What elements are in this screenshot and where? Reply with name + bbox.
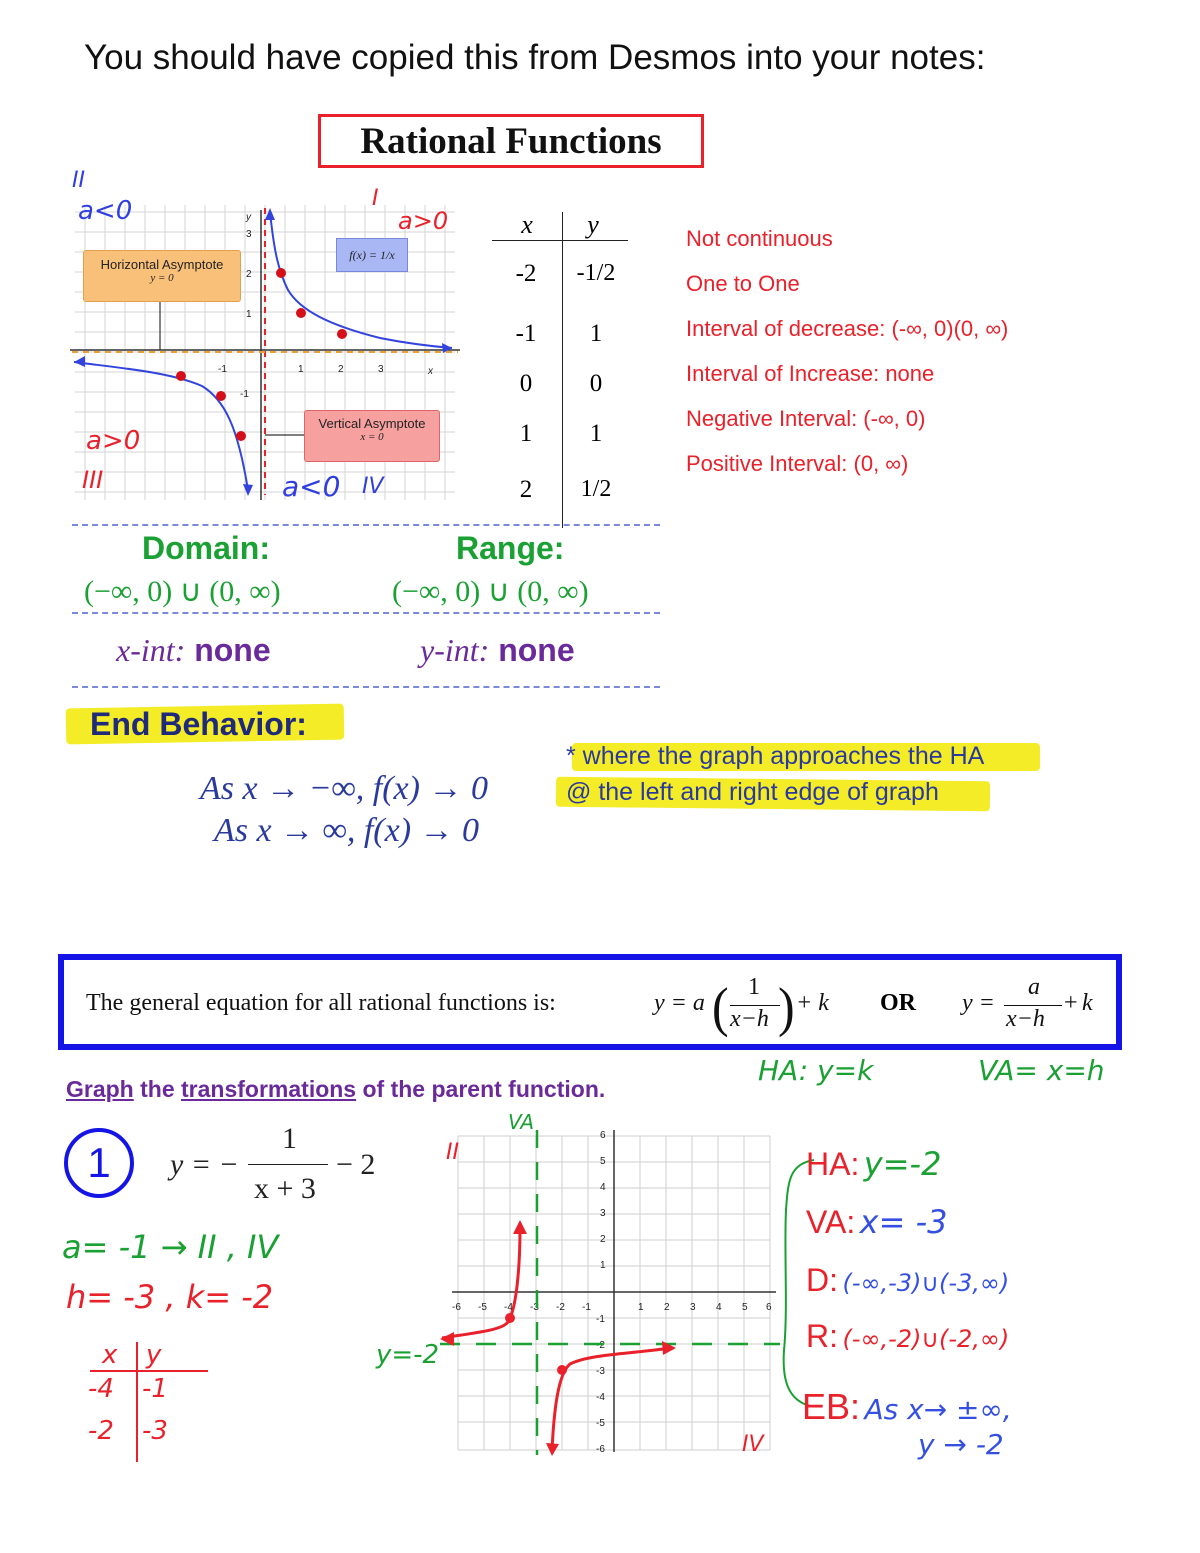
ptable-header: x xyxy=(102,1340,118,1370)
ptable-cell: -4 xyxy=(88,1374,114,1404)
eq-den: x + 3 xyxy=(254,1172,316,1205)
eq-tail: − 2 xyxy=(336,1148,376,1181)
general-equation-text: The general equation for all rational functions is: xyxy=(86,990,556,1016)
graph2-va-note: VA xyxy=(508,1110,535,1134)
x-tick: -6 xyxy=(452,1302,461,1313)
instr-the: the xyxy=(133,1076,182,1102)
eq-y: y = − xyxy=(170,1148,239,1181)
table-cell: 0 xyxy=(519,370,533,397)
y-tick: -2 xyxy=(596,1340,605,1351)
instructions xyxy=(66,1076,605,1103)
x-tick: -5 xyxy=(478,1302,487,1313)
y-tick: -6 xyxy=(596,1444,605,1455)
table-cell: 1 xyxy=(519,420,533,447)
table-header-x: x xyxy=(521,210,533,239)
note-q2: II xyxy=(72,168,85,193)
y-tick: -4 xyxy=(596,1392,605,1403)
graph2-ha-label: y=-2 xyxy=(376,1340,440,1370)
ans-d-label: D: xyxy=(806,1262,838,1298)
instr-graph: Graph xyxy=(66,1076,134,1102)
ans-ha-value: y=-2 xyxy=(863,1145,942,1183)
y-tick: -1 xyxy=(596,1314,605,1325)
ans-r-label: R: xyxy=(806,1318,838,1354)
va-box-title: Vertical Asymptote xyxy=(318,416,426,431)
x-tick: 5 xyxy=(742,1302,748,1313)
eq-num: 1 xyxy=(282,1122,297,1155)
x-tick: 2 xyxy=(664,1302,670,1313)
problem-graph xyxy=(440,1110,790,1460)
title-box xyxy=(318,114,704,168)
xy-table xyxy=(492,208,632,528)
intro-text: You should have copied this from Desmos into your notes: xyxy=(84,38,986,77)
note-q4: IV xyxy=(362,474,384,499)
x-tick: -2 xyxy=(556,1302,565,1313)
y-tick: 5 xyxy=(600,1156,606,1167)
note-q1: I xyxy=(372,186,379,211)
domain-label: Domain: xyxy=(142,530,270,566)
domain-value: (−∞, 0) ∪ (0, ∞) xyxy=(84,575,281,608)
y-tick: 3 xyxy=(246,229,252,240)
table-cell: 0 xyxy=(589,370,603,397)
y-tick: -1 xyxy=(240,389,249,400)
y-tick: 3 xyxy=(600,1208,606,1219)
x-tick: 4 xyxy=(716,1302,722,1313)
problem-table xyxy=(84,1340,214,1464)
property-item: Positive Interval: (0, ∞) xyxy=(686,451,909,476)
x-tick: 1 xyxy=(298,364,304,375)
end-behavior-line1: As x → −∞, f(x) → 0 xyxy=(200,770,488,807)
page-title: Rational Functions xyxy=(360,121,662,162)
ans-d-value: (-∞,-3)∪(-3,∞) xyxy=(842,1269,1010,1297)
problem-number-circle xyxy=(64,1128,134,1198)
property-item: Negative Interval: (-∞, 0) xyxy=(686,406,926,431)
x-tick: 3 xyxy=(690,1302,696,1313)
ans-va-value: x= -3 xyxy=(859,1203,948,1241)
yint-value: none xyxy=(498,632,575,668)
ans-va-label: VA: xyxy=(806,1204,856,1240)
a-note: a= -1 → II , IV xyxy=(62,1228,279,1266)
table-cell: 1 xyxy=(589,320,603,347)
x-tick: -1 xyxy=(218,364,227,375)
ans-eb-label: EB: xyxy=(802,1386,861,1427)
instr-transformations: transformations xyxy=(181,1076,357,1102)
y-intercept xyxy=(420,632,575,669)
x-intercept xyxy=(116,632,271,669)
y-tick: 1 xyxy=(246,309,252,320)
ptable-cell: -3 xyxy=(142,1416,168,1446)
answer-eb xyxy=(802,1386,1012,1428)
problem-curve-right xyxy=(552,1348,670,1450)
note-q2-cond: a<0 xyxy=(78,196,133,226)
x-tick: 1 xyxy=(638,1302,644,1313)
yint-label: y-int: xyxy=(420,632,490,668)
range-label: Range: xyxy=(456,530,565,566)
y-tick: 6 xyxy=(600,1130,606,1141)
note-q3: III xyxy=(82,466,104,494)
hk-note: h= -3 , k= -2 xyxy=(66,1278,274,1316)
table-cell: 1 xyxy=(589,420,603,447)
xint-value: none xyxy=(194,632,271,668)
general-equation-box xyxy=(58,954,1122,1050)
note-q4-cond: a<0 xyxy=(282,470,341,503)
answer-va xyxy=(806,1203,947,1241)
ans-eb-value2: y → -2 xyxy=(918,1428,1004,1461)
ans-r-value: (-∞,-2)∪(-2,∞) xyxy=(842,1325,1010,1353)
ans-eb-value1: As x→ ±∞, xyxy=(864,1393,1012,1426)
problem-number: 1 xyxy=(87,1139,111,1186)
ha-box-title: Horizontal Asymptote xyxy=(100,257,224,272)
graph2-q2-note: II xyxy=(446,1140,459,1165)
vertical-asymptote-box xyxy=(304,410,440,462)
y-tick: 1 xyxy=(600,1260,606,1271)
answer-range xyxy=(806,1318,1009,1355)
table-cell: -1/2 xyxy=(576,260,616,286)
end-behavior-line2: As x → ∞, f(x) → 0 xyxy=(214,812,480,849)
function-label: f(x) = 1/x xyxy=(336,238,408,272)
ptable-cell: -1 xyxy=(142,1374,168,1404)
graph2-q4-note: IV xyxy=(742,1432,764,1457)
table-cell: -2 xyxy=(515,260,537,287)
x-tick: -1 xyxy=(582,1302,591,1313)
or-label: OR xyxy=(880,990,916,1016)
table-cell: 2 xyxy=(519,476,533,503)
ha-box-eq: y = 0 xyxy=(150,272,174,284)
y-tick: 4 xyxy=(600,1182,606,1193)
x-tick: 6 xyxy=(766,1302,772,1313)
property-item: One to One xyxy=(686,271,800,296)
end-behavior-note2: @ the left and right edge of graph xyxy=(566,778,939,806)
property-item: Interval of Increase: none xyxy=(686,361,935,386)
ptable-cell: -2 xyxy=(88,1416,114,1446)
note-q1-cond: a>0 xyxy=(398,207,449,235)
instr-rest: of the parent function. xyxy=(356,1076,606,1102)
end-behavior-note1: * where the graph approaches the HA xyxy=(566,742,985,770)
end-behavior-label: End Behavior: xyxy=(90,706,307,742)
table-header-y: y xyxy=(587,210,599,239)
parent-graph xyxy=(60,190,480,510)
general-equation-2: y = a x−h + k xyxy=(962,974,1093,1032)
ptable-header: y xyxy=(146,1340,162,1370)
y-tick: -5 xyxy=(596,1418,605,1429)
x-tick: 2 xyxy=(338,364,344,375)
xint-label: x-int: xyxy=(116,632,186,668)
property-item: Interval of decrease: (-∞, 0)(0, ∞) xyxy=(686,316,1009,341)
y-tick: 2 xyxy=(246,269,252,280)
property-item: Not continuous xyxy=(686,226,833,251)
va-box-eq: x = 0 xyxy=(360,431,384,443)
y-axis-label: y xyxy=(246,212,251,223)
range-value: (−∞, 0) ∪ (0, ∞) xyxy=(392,575,589,608)
y-tick: -3 xyxy=(596,1366,605,1377)
x-tick: -4 xyxy=(504,1302,513,1313)
general-equation-1: y = a ( 1 x−h ) + k xyxy=(654,974,829,1038)
va-general: VA= x=h xyxy=(978,1054,1105,1087)
ha-general: HA: y=k xyxy=(758,1054,874,1087)
x-tick: -3 xyxy=(530,1302,539,1313)
ans-ha-label: HA: xyxy=(806,1146,860,1182)
x-axis-label: x xyxy=(428,366,433,377)
answer-ha xyxy=(806,1145,941,1183)
table-cell: -1 xyxy=(515,320,537,347)
table-cell: 1/2 xyxy=(580,476,612,502)
note-q3-cond: a>0 xyxy=(86,426,141,456)
horizontal-asymptote-box xyxy=(83,250,241,302)
y-tick: 2 xyxy=(600,1234,606,1245)
x-tick: 3 xyxy=(378,364,384,375)
answer-domain xyxy=(806,1262,1009,1299)
problem-equation xyxy=(170,1120,390,1210)
